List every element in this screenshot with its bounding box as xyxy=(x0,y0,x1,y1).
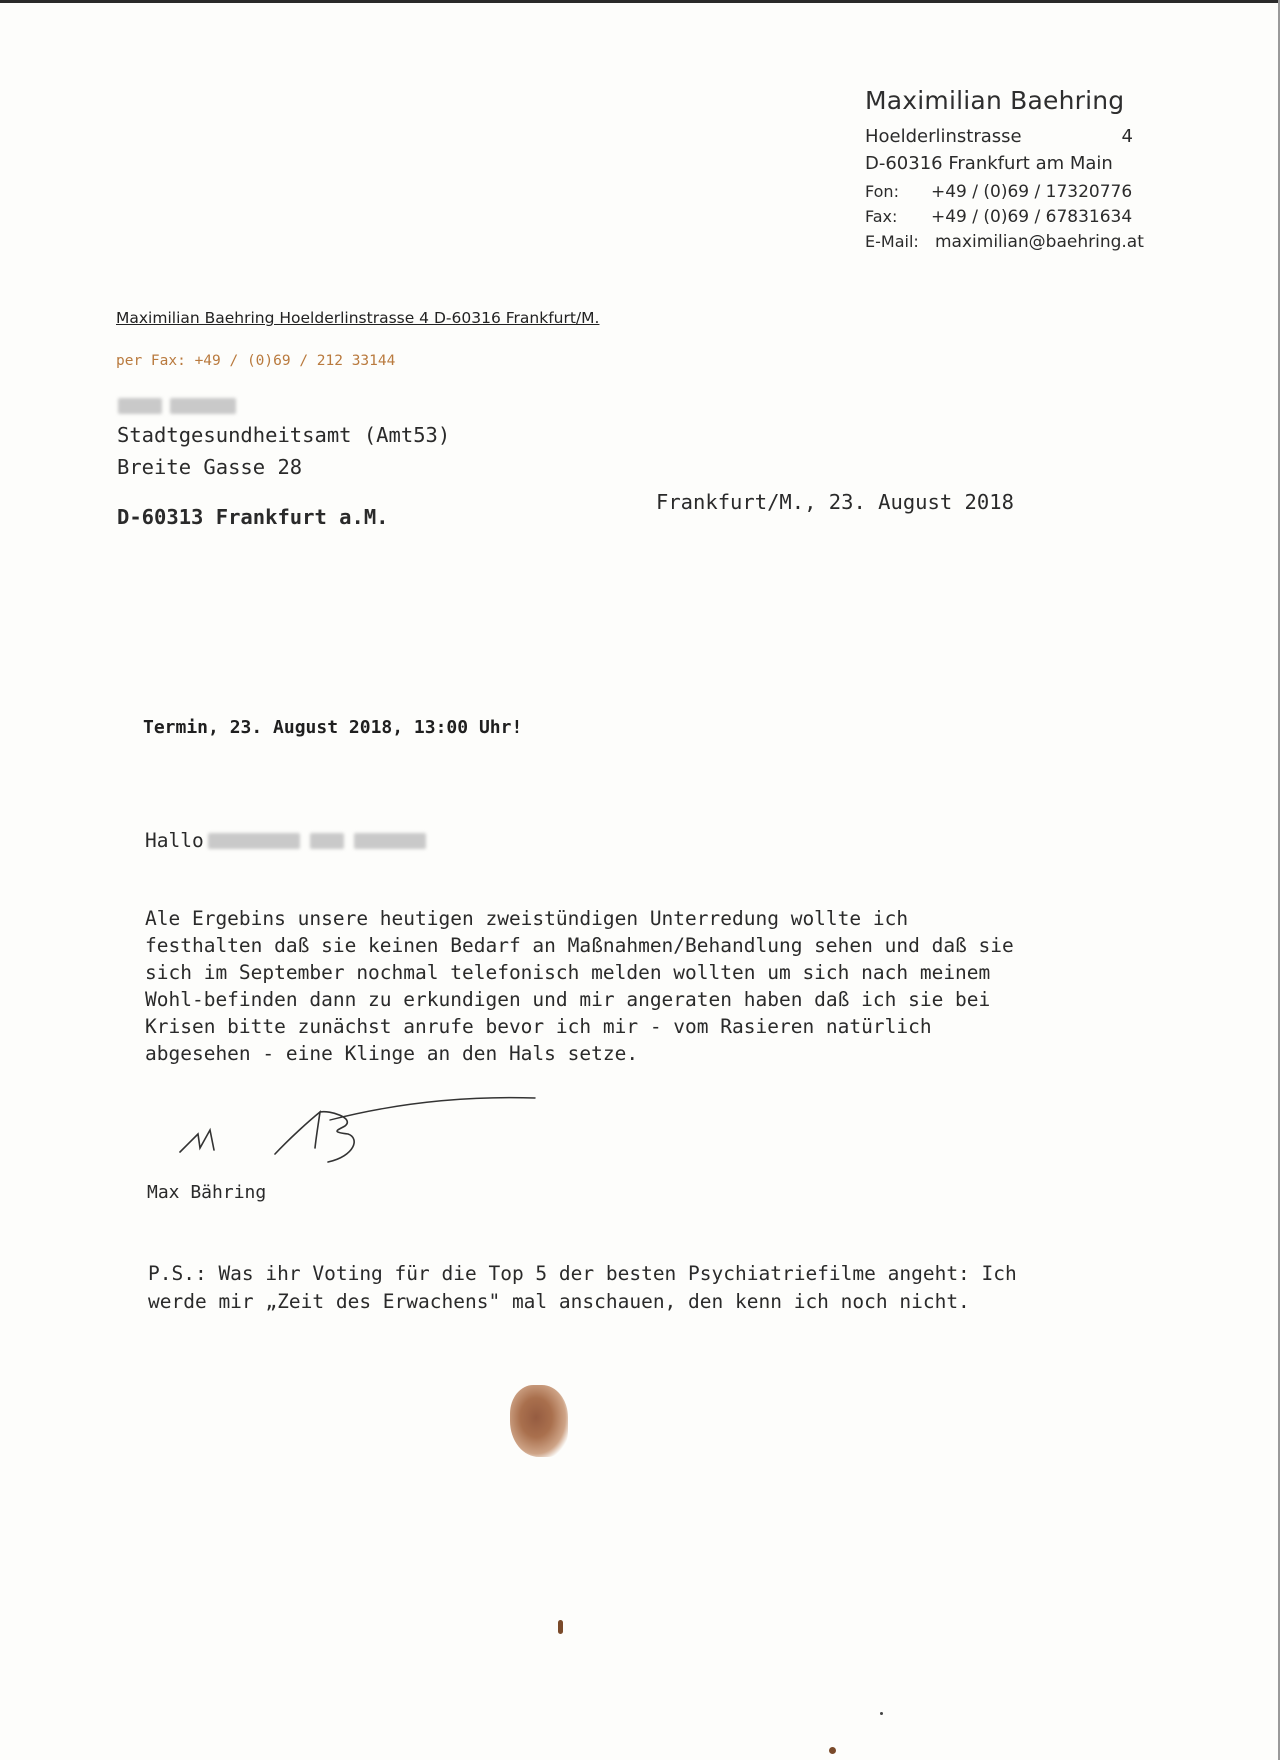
fax-line: per Fax: +49 / (0)69 / 212 33144 xyxy=(116,353,396,369)
body-line: Wohl-befinden dann zu erkundigen und mir angeraten haben daß ich sie bei xyxy=(145,988,991,1011)
ink-speck xyxy=(829,1747,836,1754)
letterhead-fon xyxy=(865,182,1132,202)
letterhead-fax-value: +49 / (0)69 / 67831634 xyxy=(931,207,1133,227)
postscript-line: P.S.: Was ihr Voting für die Top 5 der besten Psychiatriefilme angeht: Ich xyxy=(148,1262,1017,1285)
scan-edge-top xyxy=(0,0,1280,3)
recipient-line-2: Breite Gasse 28 xyxy=(117,455,303,479)
coffee-stain xyxy=(510,1385,568,1457)
body-line: abgesehen - eine Klinge an den Hals setze. xyxy=(145,1042,639,1065)
body-line: sich im September nochmal telefonisch melden wollten um sich nach meinem xyxy=(145,961,991,984)
recipient-line-3: D-60313 Frankfurt a.M. xyxy=(117,505,389,529)
letterhead-house-number: 4 xyxy=(1121,126,1133,147)
letterhead-name: Maximilian Baehring xyxy=(865,86,1125,115)
redaction-block xyxy=(170,398,236,414)
letterhead-email-value: maximilian@baehring.at xyxy=(935,232,1144,252)
greeting-word: Hallo xyxy=(145,829,204,852)
redaction-block xyxy=(310,833,344,849)
greeting xyxy=(145,829,426,852)
greeting-name-redacted xyxy=(208,833,426,849)
letterhead-fon-value: +49 / (0)69 / 17320776 xyxy=(931,182,1133,202)
letterhead-fon-label: Fon: xyxy=(865,182,899,201)
redaction-block xyxy=(354,833,426,849)
letterhead-street xyxy=(865,126,1133,147)
recipient-name-redacted xyxy=(118,397,252,415)
letterhead-email xyxy=(865,232,1144,252)
letterhead-fax xyxy=(865,207,1132,227)
ink-speck xyxy=(558,1620,563,1634)
subject-line: Termin, 23. August 2018, 13:00 Uhr! xyxy=(143,717,523,738)
postscript xyxy=(148,1260,1148,1316)
letter-body xyxy=(145,905,1145,1067)
recipient-line-1: Stadtgesundheitsamt (Amt53) xyxy=(117,423,451,447)
return-address: Maximilian Baehring Hoelderlinstrasse 4 D-60316 Frankfurt/M. xyxy=(116,309,600,327)
letter-date: Frankfurt/M., 23. August 2018 xyxy=(656,490,1014,514)
body-line: Ale Ergebins unsere heutigen zweistündigen Unterredung wollte ich xyxy=(145,907,909,930)
letterhead-city: D-60316 Frankfurt am Main xyxy=(865,153,1113,174)
letterhead-email-label: E-Mail: xyxy=(865,232,919,251)
body-line: festhalten daß sie keinen Bedarf an Maßnahmen/Behandlung sehen und daß sie xyxy=(145,934,1014,957)
body-line: Krisen bitte zunächst anrufe bevor ich mir - vom Rasieren natürlich xyxy=(145,1015,932,1038)
postscript-line: werde mir „Zeit des Erwachens" mal anschauen, den kenn ich noch nicht. xyxy=(148,1290,970,1313)
letterhead-street-name: Hoelderlinstrasse xyxy=(865,126,1022,147)
ink-speck xyxy=(880,1712,883,1715)
redaction-block xyxy=(208,833,300,849)
letterhead-fax-label: Fax: xyxy=(865,207,898,226)
handwritten-signature xyxy=(170,1090,540,1170)
signer-name: Max Bähring xyxy=(147,1182,267,1203)
redaction-block xyxy=(118,398,162,414)
